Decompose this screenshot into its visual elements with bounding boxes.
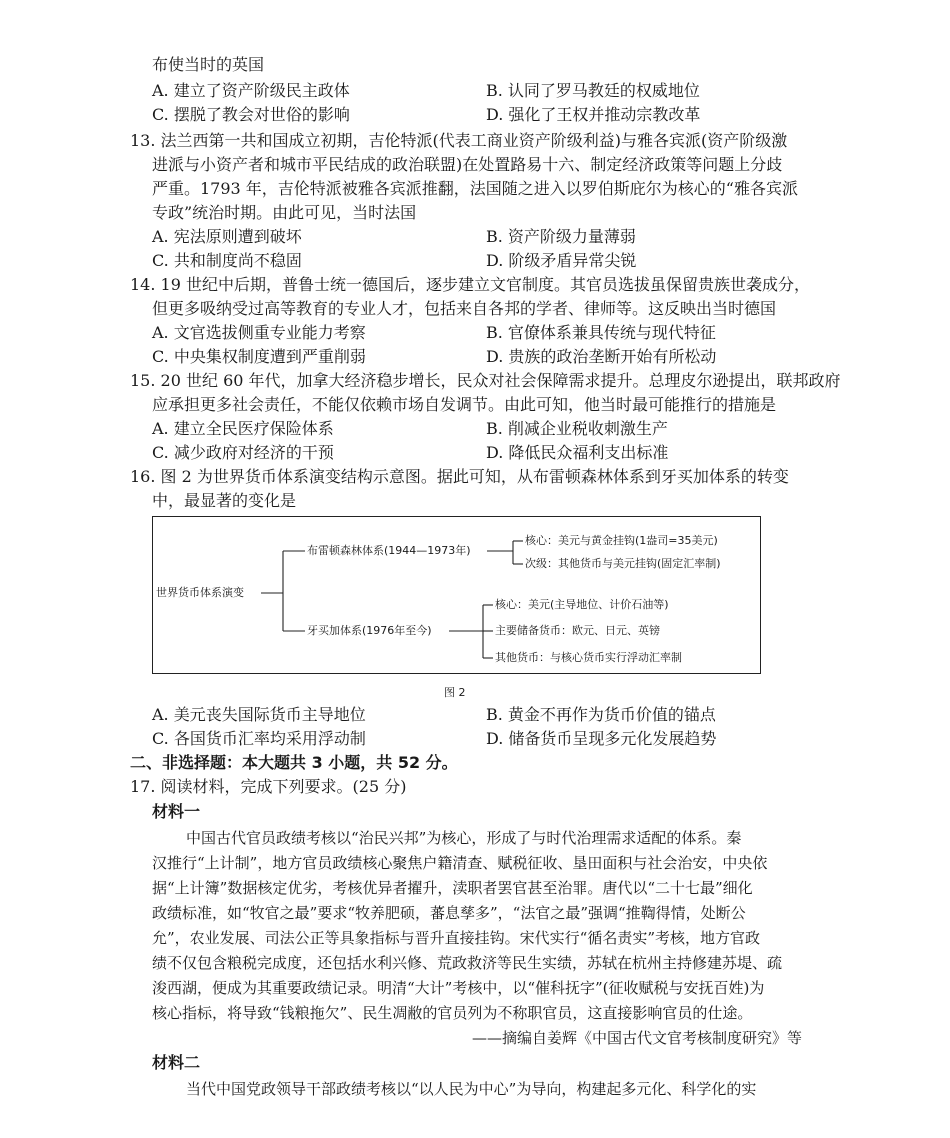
currency-system-diagram bbox=[152, 516, 761, 674]
section-2-heading: 二、非选择题：本大题共 3 小题，共 52 分。 bbox=[130, 753, 458, 772]
q15-stem-line-2: 应承担更多社会责任，不能仅依赖市场自发调节。由此可知，他当时最可能推行的措施是 bbox=[152, 395, 777, 414]
q17-stem: 17. 阅读材料，完成下列要求。(25 分) bbox=[130, 777, 407, 796]
q13-stem-line-4: 专政”统治时期。由此可见，当时法国 bbox=[152, 203, 417, 222]
diagram-jm-core-label: 核心：美元(主导地位、计价石油等) bbox=[495, 598, 669, 611]
q15-stem-line-1: 15. 20 世纪 60 年代，加拿大经济稳步增长，民众对社会保障需求提升。总理皮尔逊提出，联邦政府 bbox=[130, 371, 841, 390]
material-1-line-4: 政绩标准，如“牧官之最”要求“牧养肥硕，蕃息孳多”，“法官之最”强调“推鞫得情，处断公 bbox=[152, 904, 746, 922]
q16-option-b: B. 黄金不再作为货币价值的锚点 bbox=[486, 705, 716, 724]
diagram-bw-core-label: 核心：美元与黄金挂钩(1盎司=35美元) bbox=[525, 534, 718, 547]
q16-stem-line-1: 16. 图 2 为世界货币体系演变结构示意图。据此可知，从布雷顿森林体系到牙买加体系的转变 bbox=[130, 467, 789, 486]
q16-option-a: A. 美元丧失国际货币主导地位 bbox=[152, 705, 366, 724]
material-1-line-5: 允”，农业发展、司法公正等具象指标与晋升直接挂钩。宋代实行“循名责实”考核，地方官政 bbox=[152, 929, 761, 947]
q13-option-b: B. 资产阶级力量薄弱 bbox=[486, 227, 636, 246]
q12-stem-tail: 布使当时的英国 bbox=[152, 55, 265, 74]
material-2-line-1: 当代中国党政领导干部政绩考核以“以人民为中心”为导向，构建起多元化、科学化的实 bbox=[186, 1080, 757, 1098]
q14-option-a: A. 文官选拔侧重专业能力考察 bbox=[152, 323, 366, 342]
q14-stem-line-2: 但更多吸纳受过高等教育的专业人才，包括来自各邦的学者、律师等。这反映出当时德国 bbox=[152, 299, 777, 318]
q13-stem-line-1: 13. 法兰西第一共和国成立初期，吉伦特派(代表工商业资产阶级利益)与雅各宾派(资产阶级激 bbox=[130, 131, 788, 150]
q16-stem-line-2: 中，最显著的变化是 bbox=[152, 491, 297, 510]
q13-option-d: D. 阶级矛盾异常尖锐 bbox=[486, 251, 637, 270]
material-1-line-6: 绩不仅包含粮税完成度，还包括水利兴修、荒政救济等民生实绩，苏轼在杭州主持修建苏堤、疏 bbox=[152, 954, 783, 972]
q13-stem-line-3: 严重。1793 年，吉伦特派被雅各宾派推翻，法国随之进入以罗伯斯庇尔为核心的“雅各宾派 bbox=[152, 179, 798, 198]
q13-option-c: C. 共和制度尚不稳固 bbox=[152, 251, 302, 270]
q15-option-c: C. 减少政府对经济的干预 bbox=[152, 443, 334, 462]
q16-option-c: C. 各国货币汇率均采用浮动制 bbox=[152, 729, 366, 748]
diagram-jamaica-label: 牙买加体系(1976年至今) bbox=[307, 624, 432, 637]
diagram-jm-other-label: 其他货币：与核心货币实行浮动汇率制 bbox=[495, 651, 682, 664]
diagram-jm-reserve-label: 主要储备货币：欧元、日元、英镑 bbox=[495, 624, 660, 637]
material-1-line-7: 浚西湖，便成为其重要政绩记录。明清“大计”考核中，以“催科抚字”(征收赋税与安抚百姓)为 bbox=[152, 979, 765, 997]
q14-option-c: C. 中央集权制度遭到严重削弱 bbox=[152, 347, 366, 366]
diagram-bw-secondary-label: 次级：其他货币与美元挂钩(固定汇率制) bbox=[525, 557, 721, 570]
q16-option-d: D. 储备货币呈现多元化发展趋势 bbox=[486, 729, 717, 748]
material-1-line-2: 汉推行“上计制”，地方官员政绩核心聚焦户籍清查、赋税征收、垦田面积与社会治安，中央依 bbox=[152, 854, 768, 872]
diagram-bretton-woods-label: 布雷顿森林体系(1944—1973年) bbox=[307, 544, 471, 557]
figure-caption: 图 2 bbox=[444, 686, 466, 699]
q13-option-a: A. 宪法原则遭到破坏 bbox=[152, 227, 302, 246]
q12-option-d: D. 强化了王权并推动宗教改革 bbox=[486, 105, 701, 124]
material-1-line-8: 核心指标，将导致“钱粮拖欠”、民生凋敝的官员列为不称职官员，这直接影响官员的仕途。 bbox=[152, 1004, 753, 1022]
diagram-root-label: 世界货币体系演变 bbox=[156, 586, 244, 599]
q15-option-d: D. 降低民众福利支出标准 bbox=[486, 443, 669, 462]
material-1-line-3: 据“上计簿”数据核定优劣，考核优异者擢升，渎职者罢官甚至治罪。唐代以“二十七最”细化 bbox=[152, 879, 753, 897]
material-2-title: 材料二 bbox=[152, 1053, 201, 1072]
material-1-source: ——摘编自姜辉《中国古代文官考核制度研究》等 bbox=[472, 1029, 803, 1047]
q14-option-d: D. 贵族的政治垄断开始有所松动 bbox=[486, 347, 717, 366]
q12-option-b: B. 认同了罗马教廷的权威地位 bbox=[486, 81, 700, 100]
q14-stem-line-1: 14. 19 世纪中后期，普鲁士统一德国后，逐步建立文官制度。其官员选拔虽保留贵族世袭成分， bbox=[130, 275, 810, 294]
material-1-line-1: 中国古代官员政绩考核以“治民兴邦”为核心，形成了与时代治理需求适配的体系。秦 bbox=[186, 829, 742, 847]
q12-option-c: C. 摆脱了教会对世俗的影响 bbox=[152, 105, 350, 124]
q13-stem-line-2: 进派与小资产者和城市平民结成的政治联盟)在处置路易十六、制定经济政策等问题上分歧 bbox=[152, 155, 783, 174]
material-1-title: 材料一 bbox=[152, 802, 201, 821]
q15-option-a: A. 建立全民医疗保险体系 bbox=[152, 419, 334, 438]
q12-option-a: A. 建立了资产阶级民主政体 bbox=[152, 81, 350, 100]
q14-option-b: B. 官僚体系兼具传统与现代特征 bbox=[486, 323, 716, 342]
q15-option-b: B. 削减企业税收刺激生产 bbox=[486, 419, 668, 438]
